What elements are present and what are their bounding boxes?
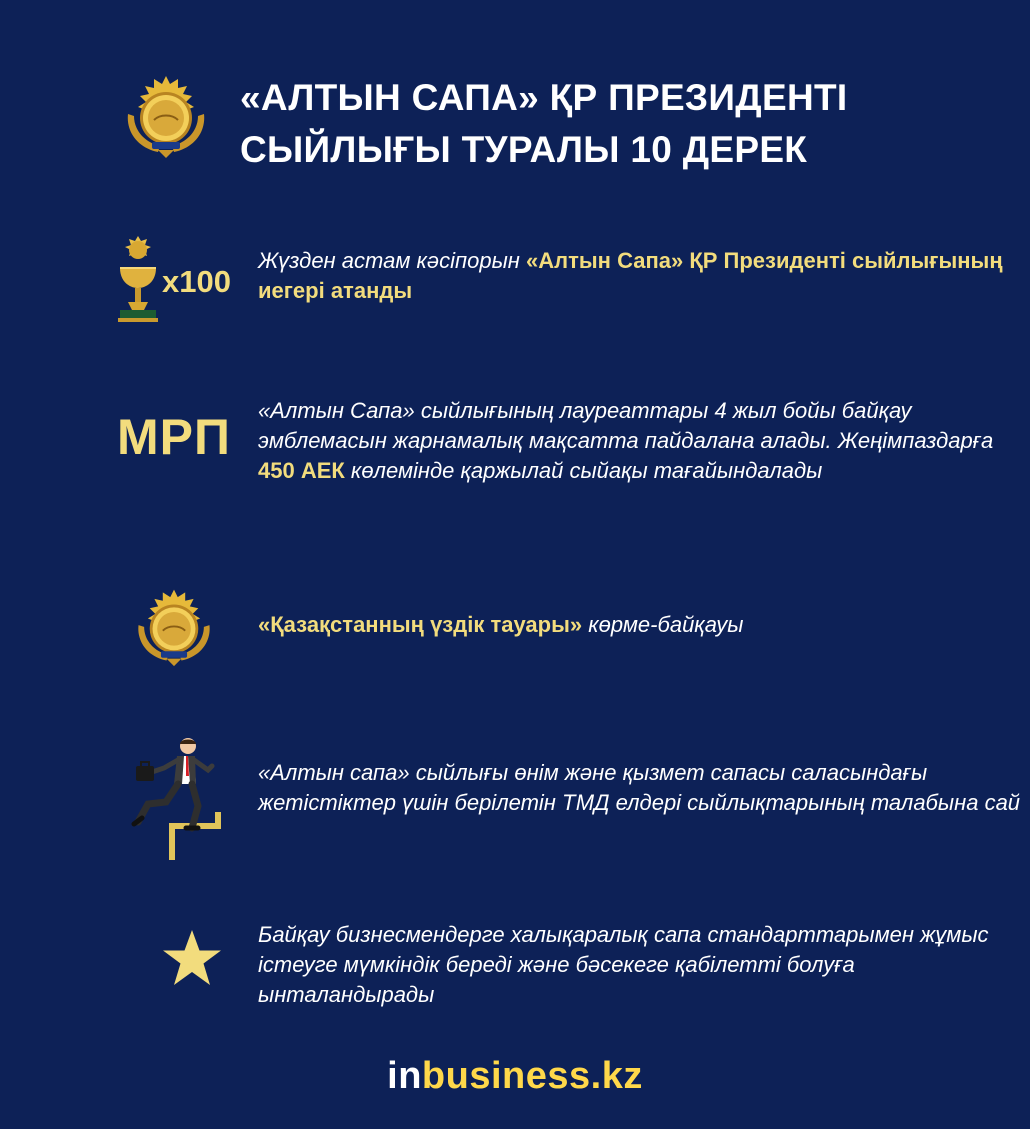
fact-text-plain: «Алтын Сапа» сыйлығының лауреаттары 4 жыл бойы байқау эмблемасын жарнамалық мақсатта пайдалана алады. Жеңімпаздарға <box>258 398 994 453</box>
fact-text-plain: көрме-байқауы <box>582 612 744 637</box>
star-icon <box>160 928 224 988</box>
logo-part-in: in <box>387 1055 422 1097</box>
header <box>116 70 996 170</box>
fact-text <box>258 610 1023 640</box>
title-line-1: «АЛТЫН САПА» ҚР ПРЕЗИДЕНТІ <box>240 77 848 118</box>
logo-part-business: business.kz <box>421 1055 643 1097</box>
fact-text-plain: Жүзден астам кәсіпорын <box>258 248 527 273</box>
fact-text-plain: көлемінде қаржылай сыйақы тағайындалады <box>344 458 823 483</box>
trophy-icon <box>114 234 162 324</box>
fact-text: «Алтын сапа» сыйлығы өнім және қызмет сапасы саласындағы жетістіктер үшін берілетін ТМД елдері сыйлықтарының талабына сай <box>258 760 1021 815</box>
count-badge: x100 <box>162 264 231 299</box>
fact-text-highlight: «Қазақстанның үздік тауары» <box>258 612 583 637</box>
fact-text-highlight: «Алтын Сапа» ҚР Президенті сыйлығының иегері атанды <box>258 248 1003 303</box>
fact-text <box>258 396 1023 486</box>
fact-text: Байқау бизнесмендерге халықаралық сапа стандарттарымен жұмыс істеуге мүмкіндік береді және бәсекеге қабілетті болуға ынталандырады <box>258 922 989 1007</box>
running-businessman-icon <box>130 736 222 862</box>
fact-text <box>258 246 1023 306</box>
inbusiness-logo[interactable] <box>0 1055 1030 1098</box>
title-line-2: СЫЙЛЫҒЫ ТУРАЛЫ 10 ДЕРЕК <box>240 129 808 170</box>
page-title <box>240 72 847 176</box>
award-emblem-icon <box>116 70 216 160</box>
fact-text-highlight: 450 АЕК <box>258 458 345 483</box>
mrp-badge: МРП <box>117 409 231 465</box>
award-emblem-icon <box>124 584 224 668</box>
